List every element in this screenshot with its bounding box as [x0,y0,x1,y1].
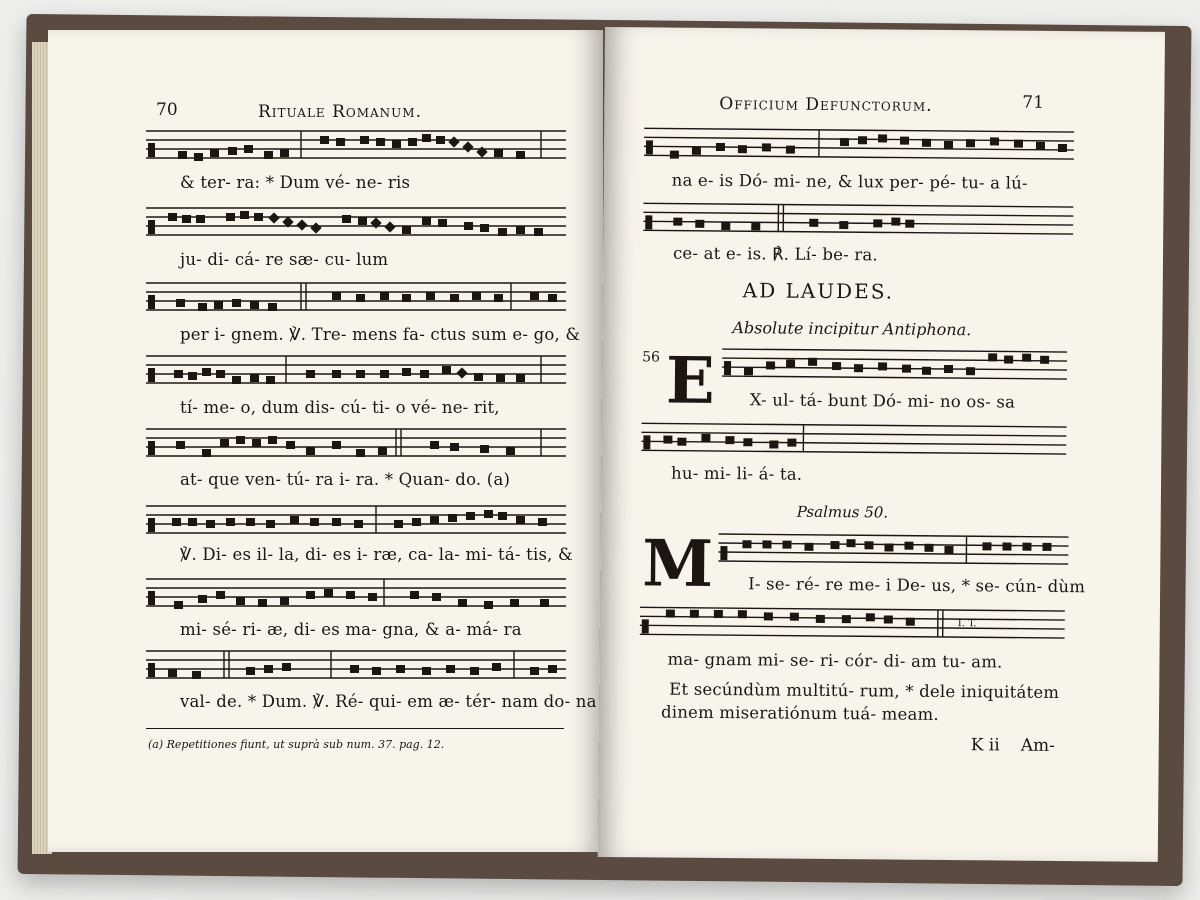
signature-mark: K ii [970,735,1000,756]
right-page-number: 71 [1022,92,1045,113]
lyric-line: val- de. * Dum. ℣. Ré- qui- em æ- tér- nam do- na [180,692,597,711]
lyric-line: ma- gnam mi- se- ri- cór- di- am tu- am. [667,649,1003,672]
chant-staff-4 [146,350,566,390]
verse-line: dinem miseratiónum tuá- meam. [660,702,939,724]
psalm-initial: M [641,526,714,602]
catchword: Am- [1020,735,1055,756]
rubric: Absolute incipitur Antiphona. [732,318,972,340]
chant-staff-3 [146,277,566,317]
lyric-line: tí- me- o, dum dis- cú- ti- o vé- ne- rit, [180,398,500,417]
antiphon-initial: E [665,343,716,419]
lyric-line: ju- di- cá- re sæ- cu- lum [180,250,389,269]
lyric-line: & ter- ra: * Dum vé- ne- ris [180,173,411,192]
chant-staff-14 [640,601,1065,645]
chant-staff-1 [146,125,566,165]
chant-staff-11 [722,343,1067,386]
lyric-line: ce- at e- is. ℟. Lí- be- ra. [672,243,879,265]
chant-staff-5 [146,423,566,463]
lyric-line: at- que ven- tú- ra i- ra. * Quan- do. (a) [180,470,511,489]
chant-staff-10 [643,197,1073,241]
lyric-line: ℣. Di- es il- la, di- es i- ræ, ca- la- mi- tá- tis, & [180,545,573,564]
chant-staff-9 [644,122,1074,166]
left-page [48,30,603,852]
lyric-line: na e- is Dó- mi- ne, & lux per- pé- tu- a lú- [671,170,1028,193]
lyric-line: I- se- ré- re me- i De- us, * se- cún- dùm [748,574,1086,597]
footnote: (a) Repetitiones fiunt, ut suprà sub num. 37. pag. 12. [148,738,445,751]
section-heading: AD LAUDES. [742,278,895,304]
psalm-title: Psalmus 50. [796,502,889,522]
right-page [598,27,1165,862]
chant-staff-6 [146,500,566,540]
lyric-line: mi- sé- ri- æ, di- es ma- gna, & a- má- ra [180,620,522,639]
chant-staff-12 [641,417,1066,461]
right-running-head: Officium Defunctorum. [719,94,933,116]
antiphon-number: 56 [642,349,661,366]
lyric-line: hu- mi- li- á- ta. [671,463,803,484]
lyric-line: per i- gnem. ℣. Tre- mens fa- ctus sum e- go, & [180,325,581,344]
left-running-head: Rituale Romanum. [258,102,422,122]
left-page-number: 70 [156,100,178,120]
footnote-rule [146,728,564,729]
chant-staff-7 [146,573,566,613]
tone-label: I. T. [957,618,977,630]
chant-staff-13 [718,528,1068,571]
verse-line: Et secúndùm multitú- rum, * dele iniquitátem [669,679,1060,702]
lyric-line: X- ul- tá- bunt Dó- mi- no os- sa [749,390,1016,412]
chant-staff-8 [146,645,566,685]
chant-staff-2 [146,202,566,242]
